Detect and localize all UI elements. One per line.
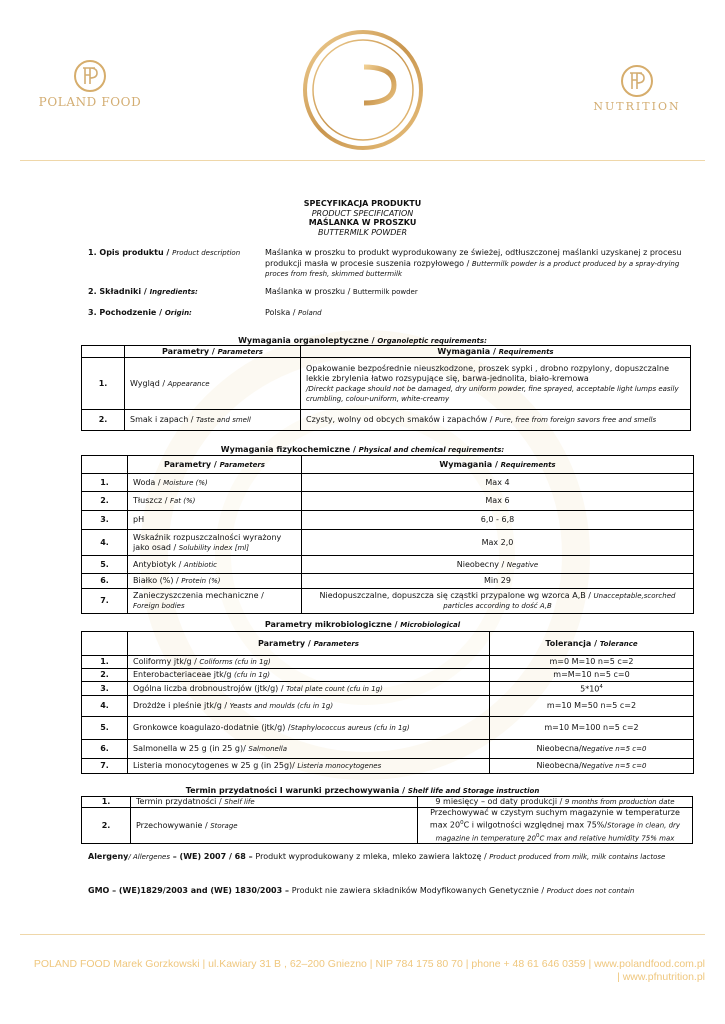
table-row: 2. Tłuszcz / Fat (%) Max 6 (82, 492, 694, 511)
ingredients-label: 2. Składniki / Ingredients: (88, 287, 198, 296)
nutrition-brand: NUTRITION (593, 100, 681, 113)
table-row: 7. Listeria monocytogenes w 25 g (in 25g)/ Listeria monocytogenes Nieobecna/Negative n=5 c=0 (82, 759, 694, 774)
table-row: 6. Białko (%) / Protein (%) Min 29 (82, 574, 694, 589)
footer-contact: POLAND FOOD Marek Gorzkowski | ul.Kawiary 31 B , 62–200 Gniezno | NIP 784 175 80 70 | phone + 48 61 646 0359 | www.polandfood.com.pl | www.pfnutrition.pl (33, 958, 705, 983)
col-tolerance: Tolerancja / Tolerance (490, 632, 694, 656)
table-row: 6. Salmonella w 25 g (in 25 g)/ Salmonella Nieobecna/Negative n=5 c=0 (82, 740, 694, 759)
origin-label: 3. Pochodzenie / Origin: (88, 308, 192, 317)
table-row: 1. Wygląd / Appearance Opakowanie bezpośrednie nieuszkodzone, proszek sypki , drobno rozpylony, dopuszczalne lekkie zbrylenia łatwo rozsypujące się, barwa-jednolita, biało-kremowa /Direckt package should not be damaged, dry uniform powder, fine sprayed, acceptable light lumps easily crumbling, colour-uniform, white-creamy (82, 358, 691, 410)
gmo-note: GMO – (WE)1829/2003 and (WE) 1830/2003 – Produkt nie zawiera składników Modyfikowanych Genetycznie / Product does not contain (88, 886, 635, 895)
col-parameters: Parametry / Parameters (128, 632, 490, 656)
poland-food-brand: POLAND FOOD (38, 95, 142, 109)
table-row: 3. Ogólna liczba drobnoustrojów (jtk/g) / Total plate count (cfu in 1g) $5*10^4$ (82, 682, 694, 696)
table-row: 7. Zanieczyszczenia mechaniczne / Foreign bodies Niedopuszczalne, dopuszcza się cząstki przypalone wg wzorca A,B / Unacceptable,scorched particles according to dość A,B (82, 589, 694, 614)
table-row: 2. Enterobacteriaceae jtk/g (cfu in 1g) m=M=10 n=5 c=0 (82, 669, 694, 682)
origin-text: Polska / Poland (265, 308, 322, 317)
table-row: 4. Drożdże i pleśnie jtk/g / Yeasts and moulds (cfu in 1g) m=10 M=50 n=5 c=2 (82, 696, 694, 717)
table-row: 5. Gronkowce koagulazo-dodatnie (jtk/g) /Staphylococcus aureus (cfu in 1g) m=10 M=100 n=5 c=2 (82, 717, 694, 740)
table-row: 1. Woda / Moisture (%) Max 4 (82, 474, 694, 492)
pf-mini-emblem-icon (621, 65, 653, 97)
description-label: 1. Opis produktu / Product description (88, 248, 241, 257)
product-name-pl: MAŚLANKA W PROSZKU (308, 218, 417, 227)
micro-title: Parametry mikrobiologiczne / Microbiological (264, 620, 461, 629)
description-text: Maślanka w proszku to produkt wyprodukowany ze świeżej, odtłuszczonej maślanki uzyskanej z procesu produkcji masła w procesie suszenia rozpyłowego / Buttermilk powder is a product produced by a spray-drying proces from fresh, skimmed buttermilk (265, 248, 682, 278)
spec-title-en: PRODUCT SPECIFICATION (311, 209, 414, 218)
pf-mini-emblem-icon (74, 60, 106, 92)
poland-food-logo (38, 60, 142, 109)
table-row: 4. Wskaźnik rozpuszczalności wyrażony jako osad / Solubility index [ml] Max 2,0 (82, 530, 694, 556)
spec-title-pl: SPECYFIKACJA PRODUKTU (303, 199, 422, 208)
physchem-title: Wymagania fizykochemiczne / Physical and chemical requirements: (220, 445, 505, 454)
table-row: 1. Termin przydatności / Shelf life 9 miesięcy – od daty produkcji / 9 months from production date (82, 797, 693, 808)
allergens-note: Alergeny/ Allergenes – (WE) 2007 / 68 – Produkt wyprodukowany z mleka, mleko zawiera laktozę / Product produced from milk, milk contains lactose (88, 852, 666, 861)
table-row: 1. Coliformy jtk/g / Coliforms (cfu in 1g) m=0 M=10 n=5 c=2 (82, 656, 694, 669)
table-row: 2. Smak i zapach / Taste and smell Czysty, wolny od obcych smaków i zapachów / Pure, free from foreign savors free and smells (82, 410, 691, 431)
organoleptic-table (81, 345, 691, 431)
product-name-en: BUTTERMILK POWDER (317, 228, 408, 237)
table-row: 3. pH 6,0 - 6,8 (82, 511, 694, 530)
col-parameters: Parametry / Parameters (125, 346, 301, 358)
shelf-title: Termin przydatności I warunki przechowywania / Shelf life and Storage instruction (185, 786, 540, 795)
micro-table (81, 631, 694, 774)
shelf-table (81, 796, 693, 844)
ingredients-text: Maślanka w proszku / Buttermilk powder (265, 287, 418, 296)
nutrition-logo (585, 65, 689, 113)
table-row: 2. Przechowywanie / Storage Przechowywać w czystym suchym magazynie w temperaturze $\max 20^0C$ i wilgotności względnej max 75%/Storage in clean, dry magazine in temperaturę $20^0C$ max and relative humidity 75% max (82, 808, 693, 844)
header-divider (20, 160, 705, 161)
col-requirements: Wymagania / Requirements (302, 456, 694, 474)
organoleptic-title: Wymagania organoleptyczne / Organoleptic requirements: (238, 336, 487, 345)
table-row: 5. Antybiotyk / Antibiotic Nieobecny / Negative (82, 556, 694, 574)
col-parameters: Parametry / Parameters (128, 456, 302, 474)
pf-monogram-icon (302, 29, 424, 151)
footer-divider (20, 934, 705, 935)
col-requirements: Wymagania / Requirements (301, 346, 691, 358)
physchem-table (81, 455, 694, 614)
